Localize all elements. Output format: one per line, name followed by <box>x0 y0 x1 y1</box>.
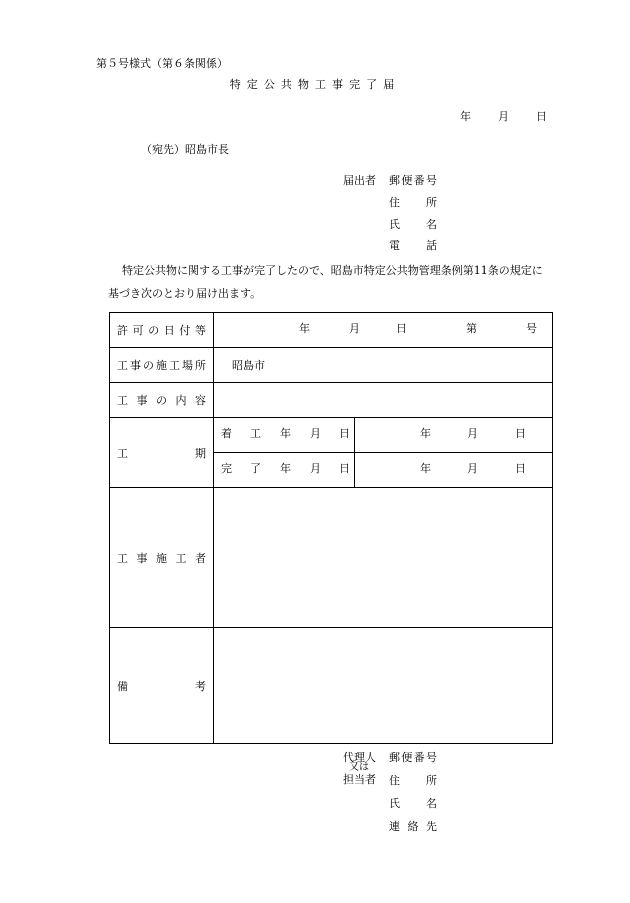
addressee: （宛先）昭島市長 <box>141 143 229 156</box>
start-date-cell <box>355 428 552 442</box>
row-content <box>110 383 553 418</box>
split-text: 連 絡 先 <box>389 820 437 833</box>
start-day: 日 <box>339 427 350 440</box>
start-date-year: 年 <box>420 427 431 440</box>
document-title: 特定公共物工事完了届 <box>229 78 401 91</box>
split-text: 工 期 <box>117 446 206 460</box>
contractor-value <box>214 488 553 628</box>
permit-no-suffix: 号 <box>526 322 537 335</box>
permit-year: 年 <box>299 322 310 335</box>
date-year: 年 <box>460 110 471 123</box>
row-period-start <box>110 418 553 453</box>
start-month: 月 <box>310 427 321 440</box>
submission-date <box>460 111 574 122</box>
permit-no-prefix: 第 <box>466 322 477 335</box>
end-month: 月 <box>310 462 321 475</box>
field-label <box>389 197 437 208</box>
permit-date-value <box>214 323 552 337</box>
end-day: 日 <box>339 462 350 475</box>
row-remarks <box>110 628 553 744</box>
row-permit-date <box>110 313 553 348</box>
end-char-2: 了 <box>250 462 261 475</box>
end-label-cell <box>214 463 354 477</box>
end-date-day: 日 <box>515 462 526 475</box>
start-date-day: 日 <box>515 427 526 440</box>
contractor-label <box>110 550 213 566</box>
remarks-label <box>110 678 213 694</box>
rep-role-2: 又は <box>349 762 369 773</box>
field-label <box>389 175 437 186</box>
start-year: 年 <box>280 427 291 440</box>
split-text: 電 話 <box>389 239 437 252</box>
split-text: 氏 名 <box>389 797 437 810</box>
field-label <box>389 240 437 251</box>
start-char-1: 着 <box>221 427 232 440</box>
end-year: 年 <box>280 462 291 475</box>
statement-line-2: 基づき次のとおり届け出ます。 <box>108 287 262 300</box>
permit-date-label <box>110 322 213 338</box>
split-text: 郵 便 番 号 <box>389 751 437 764</box>
rep-role-1: 代理人 <box>343 751 376 764</box>
start-char-2: 工 <box>250 427 261 440</box>
location-value: 昭島市 <box>232 359 265 372</box>
content-value <box>214 383 553 418</box>
permit-month: 月 <box>349 322 360 335</box>
applicant-role: 届出者 <box>343 174 376 187</box>
completion-form-table <box>109 312 553 744</box>
split-text: 郵 便 番 号 <box>389 174 437 187</box>
permit-day: 日 <box>396 322 407 335</box>
start-date-month: 月 <box>467 427 478 440</box>
start-label-cell <box>214 428 354 442</box>
split-text: 住 所 <box>389 196 437 209</box>
rep-postal-code <box>389 752 437 763</box>
split-text: 許 可 の 日 付 等 <box>117 324 206 337</box>
split-text: 住 所 <box>389 774 437 787</box>
date-month: 月 <box>498 110 509 123</box>
content-label <box>110 392 213 408</box>
split-text: 備 考 <box>117 679 206 693</box>
period-label <box>110 445 213 461</box>
form-number: 第５号様式（第６条関係） <box>96 57 228 70</box>
field-label <box>389 219 437 230</box>
row-contractor <box>110 488 553 628</box>
split-text: 工 事 の 施 工 場 所 <box>117 359 206 372</box>
statement-line-1: 特定公共物に関する工事が完了したので、昭島市特定公共物管理条例第11条の規定に <box>122 264 543 277</box>
end-date-cell <box>355 463 552 477</box>
split-text: 工 事 の 内 容 <box>117 394 206 407</box>
split-text: 氏 名 <box>389 218 437 231</box>
end-char-1: 完 <box>221 462 232 475</box>
rep-address <box>389 775 437 786</box>
date-day: 日 <box>536 110 547 123</box>
rep-role-3: 担当者 <box>343 773 376 786</box>
split-text: 工 事 施 工 者 <box>117 551 206 565</box>
remarks-value <box>214 628 553 744</box>
rep-contact <box>389 821 437 832</box>
end-date-year: 年 <box>420 462 431 475</box>
row-location <box>110 348 553 383</box>
end-date-month: 月 <box>467 462 478 475</box>
location-label <box>110 357 213 373</box>
rep-name <box>389 798 437 809</box>
